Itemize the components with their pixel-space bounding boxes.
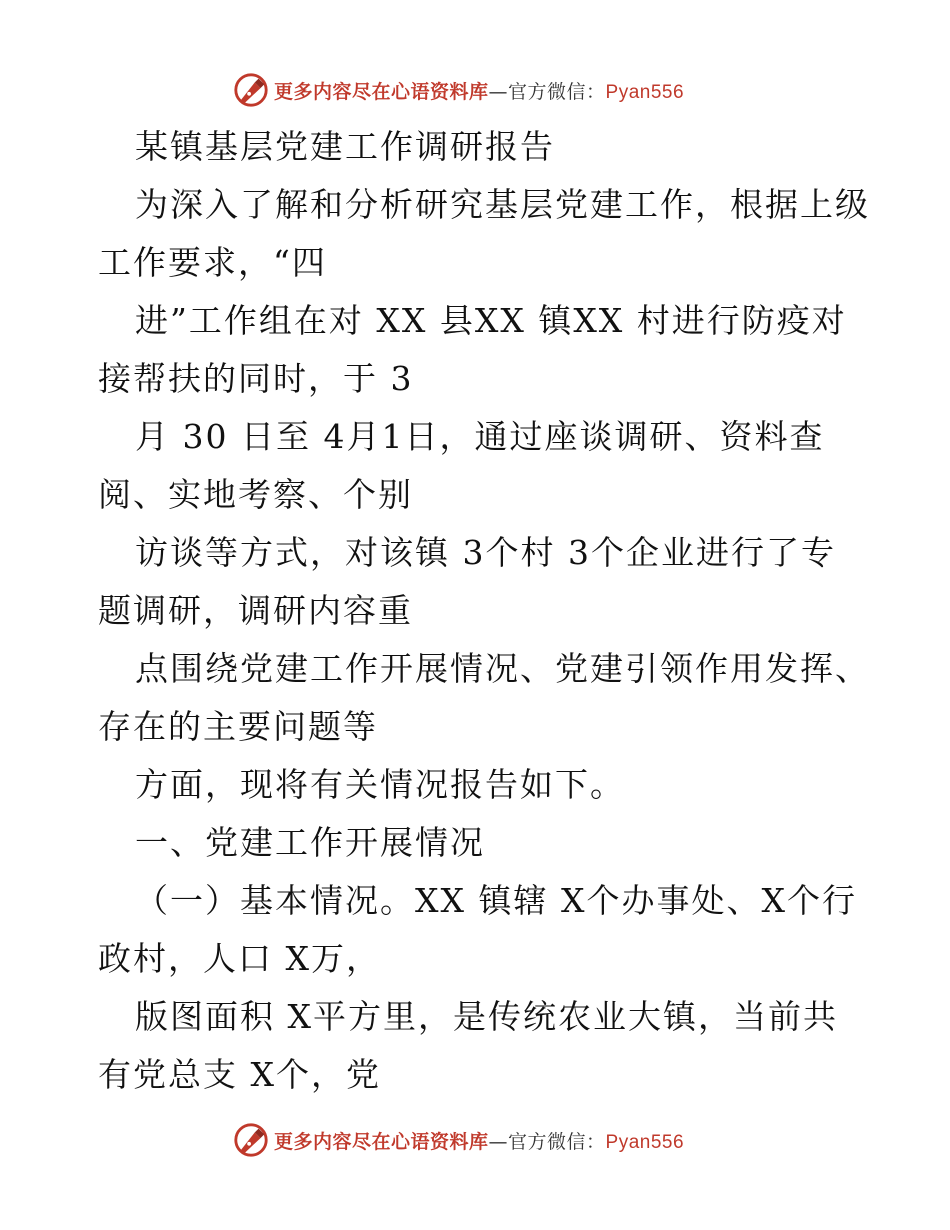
- document-title: 某镇基层党建工作调研报告: [135, 127, 555, 166]
- banner-wechat-id: Pyan556: [605, 81, 685, 103]
- paragraph-line: （一）基本情况。XX 镇辖 X个办事处、X个行: [135, 881, 857, 920]
- pen-nib-logo-icon: [232, 1121, 270, 1159]
- paragraph-line: 题调研，调研内容重: [98, 591, 413, 630]
- paragraph-line: 存在的主要问题等: [98, 707, 378, 746]
- banner-wechat-label: —官方微信：: [488, 1130, 606, 1153]
- paragraph-line: 政村，人口 X万，: [98, 939, 381, 978]
- footer-watermark-banner: [232, 1120, 684, 1160]
- document-body: [98, 124, 870, 1110]
- banner-site-name: 更多内容尽在心语资料库: [274, 1130, 489, 1153]
- paragraph-line: 工作要求，“四: [98, 243, 327, 282]
- paragraph-line: 进”工作组在对 XX 县XX 镇XX 村进行防疫对: [135, 301, 847, 340]
- paragraph-line: 接帮扶的同时，于 3: [98, 359, 414, 398]
- banner-wechat-id: Pyan556: [605, 1131, 685, 1153]
- paragraph-line: 点围绕党建工作开展情况、党建引领作用发挥、: [135, 649, 870, 688]
- pen-nib-logo-icon: [232, 71, 270, 109]
- banner-wechat-label: —官方微信：: [488, 80, 606, 103]
- banner-site-name: 更多内容尽在心语资料库: [274, 80, 489, 103]
- header-watermark-banner: [232, 70, 684, 110]
- paragraph-line: 阅、实地考察、个别: [98, 475, 413, 514]
- paragraph-line: 为深入了解和分析研究基层党建工作，根据上级: [135, 185, 870, 224]
- section-heading: 一、党建工作开展情况: [135, 823, 485, 862]
- paragraph-line: 月 30 日至 4月1日，通过座谈调研、资料查: [135, 417, 825, 456]
- paragraph-line: 有党总支 X个，党: [98, 1055, 381, 1094]
- paragraph-line: 方面，现将有关情况报告如下。: [135, 765, 625, 804]
- paragraph-line: 访谈等方式，对该镇 3个村 3个企业进行了专: [135, 533, 836, 572]
- paragraph-line: 版图面积 X平方里，是传统农业大镇，当前共: [135, 997, 838, 1036]
